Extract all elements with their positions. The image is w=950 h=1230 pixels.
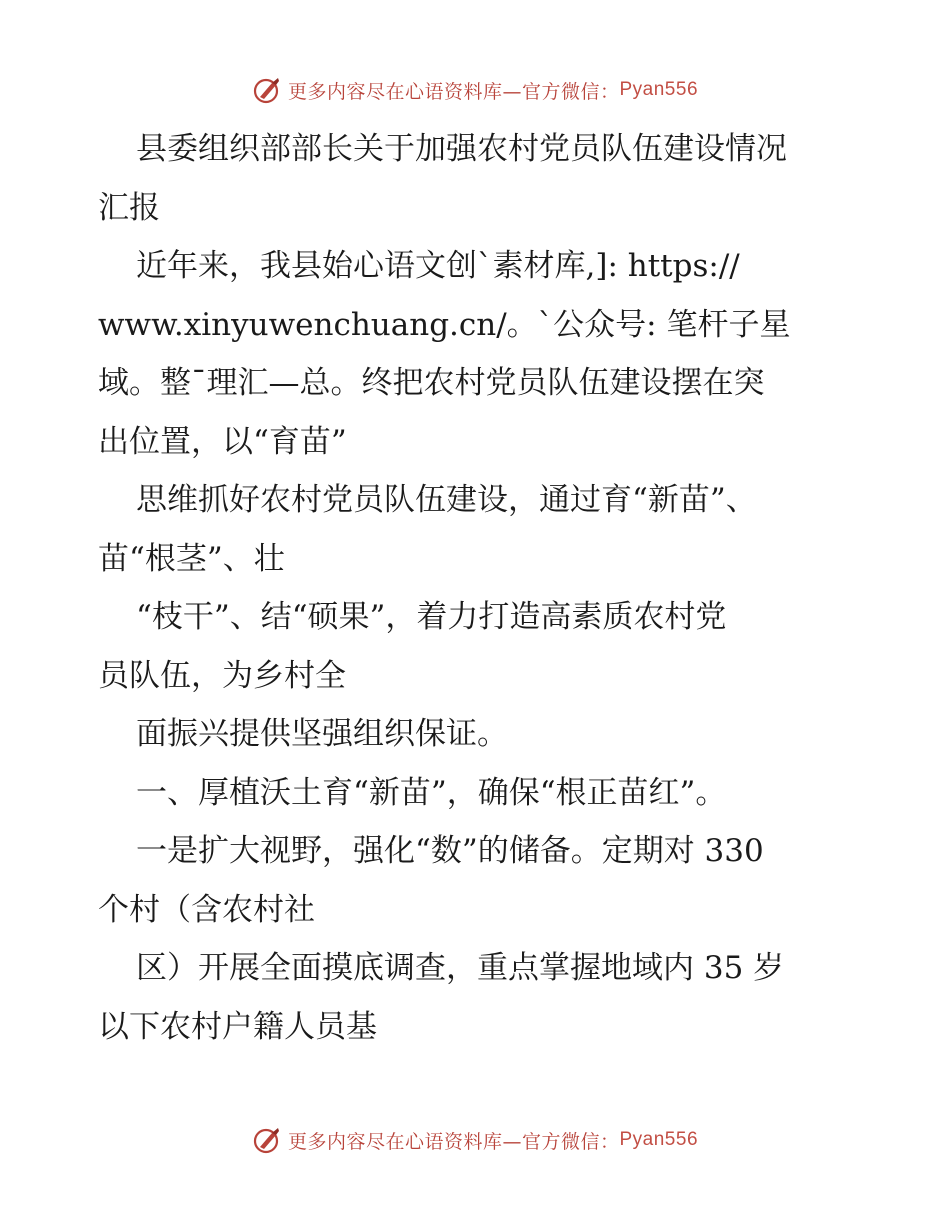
text-line: 区）开展全面摸底调查，重点掌握地域内 35 岁 (136, 950, 785, 986)
wechat-id: Pyan556 (619, 79, 699, 100)
banner-text: 更多内容尽在心语资料库—官方微信： (287, 80, 620, 103)
text-line: 面振兴提供坚强组织保证。 (136, 716, 508, 752)
text-line: 以下农村户籍人员基 (98, 1008, 377, 1045)
text-line: 域。整¯理汇—总。终把农村党员队伍建设摆在突 (98, 365, 765, 401)
text-line: 员队伍，为乡村全 (98, 657, 346, 694)
text-line: 个村（含农村社 (98, 891, 315, 928)
text-line: 一、厚植沃土育“新苗”，确保“根正苗红”。 (136, 774, 727, 811)
header-banner (0, 70, 950, 110)
text-line: 出位置，以“育苗” (98, 423, 347, 460)
text-line: 汇报 (98, 189, 160, 226)
wechat-id: Pyan556 (619, 1129, 699, 1150)
footer-banner (0, 1120, 950, 1160)
text-line: 苗“根茎”、壮 (98, 540, 285, 577)
banner-text: 更多内容尽在心语资料库—官方微信： (287, 1130, 620, 1153)
text-line: 一是扩大视野，强化“数”的储备。定期对 330 (136, 833, 764, 869)
pen-nib-logo-icon (252, 75, 282, 105)
text-line: 县委组织部部长关于加强农村党员队伍建设情况 (136, 131, 787, 167)
document-body (98, 120, 858, 1056)
text-line: 思维抓好农村党员队伍建设，通过育“新苗”、 (136, 482, 757, 518)
text-line: “枝干”、结“硕果”，着力打造高素质农村党 (136, 599, 727, 635)
text-line: 近年来，我县始心语文创`素材库,]: https:// (136, 248, 740, 284)
text-line: www.xinyuwenchuang.cn/。`公众号: 笔杆子星 (98, 306, 791, 343)
pen-nib-logo-icon (252, 1125, 282, 1155)
